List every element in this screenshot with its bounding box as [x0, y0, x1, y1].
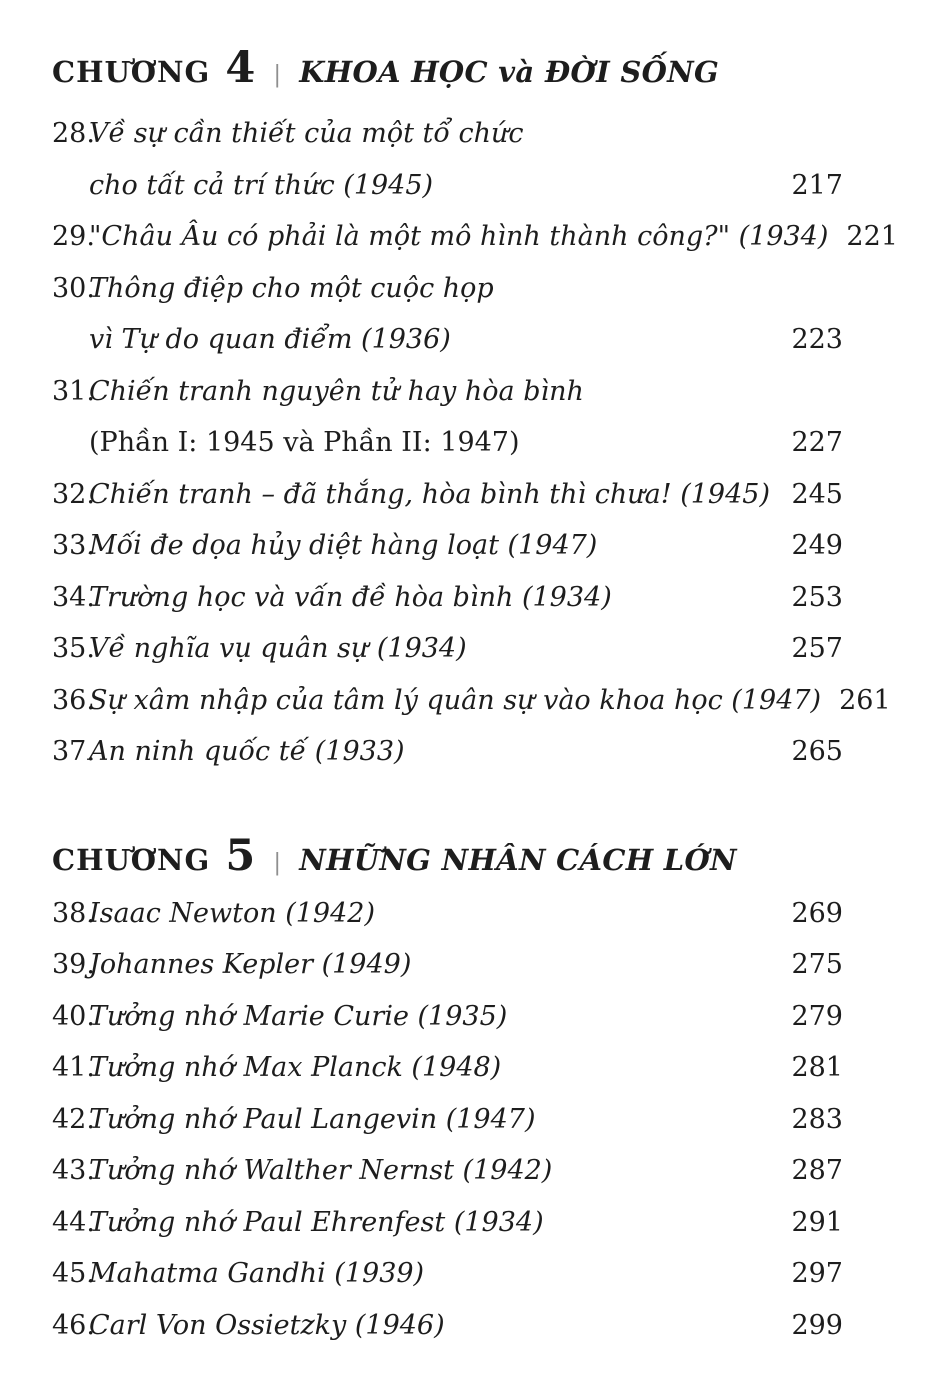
- entry-number: 33.: [52, 530, 95, 561]
- entry-number: 28.: [52, 118, 95, 149]
- toc-entry-line: [52, 1094, 843, 1146]
- entry-title: "Châu Âu có phải là một mô hình thành công?" (1934): [89, 221, 829, 252]
- page-number: 217: [791, 169, 843, 201]
- entry-title: Tưởng nhớ Max Planck (1948): [89, 1052, 502, 1083]
- toc-entry-line: [52, 108, 843, 160]
- toc-entry-line: [52, 520, 843, 572]
- entry-title: Tưởng nhớ Paul Ehrenfest (1934): [89, 1206, 544, 1238]
- toc-entry-line: [52, 1248, 843, 1300]
- page-number: 257: [791, 633, 843, 664]
- chapter-number: 5: [225, 830, 256, 881]
- entry-number: 31.: [52, 375, 95, 407]
- entry-number: 46.: [52, 1309, 95, 1341]
- entry-title: Mối đe dọa hủy diệt hàng loạt (1947): [89, 530, 598, 561]
- entry-number: 34.: [52, 581, 95, 613]
- page-number: 283: [791, 1103, 843, 1135]
- toc-entry-line: [52, 314, 843, 366]
- toc-entry-line: [52, 1042, 843, 1094]
- toc-entry-line: [52, 888, 843, 940]
- page-number: 265: [791, 736, 843, 767]
- toc-entry-line: [52, 939, 843, 991]
- chapter-label: CHƯƠNG: [52, 55, 211, 89]
- page-number: 245: [791, 478, 843, 510]
- toc-entry-line: [52, 160, 843, 212]
- entry-title: Johannes Kepler (1949): [89, 949, 412, 980]
- entry-title: Tưởng nhớ Walther Nernst (1942): [89, 1155, 553, 1186]
- toc-entry-line: [52, 1197, 843, 1249]
- page-number: 269: [791, 897, 843, 929]
- entry-number: 37.: [52, 736, 95, 767]
- entry-title: cho tất cả trí thức (1945): [89, 169, 434, 201]
- entry-number: 43.: [52, 1155, 95, 1186]
- chapter-4-section: [52, 42, 898, 778]
- entry-title: Về nghĩa vụ quân sự (1934): [89, 633, 467, 664]
- entry-number: 41.: [52, 1052, 95, 1083]
- entry-title: Carl Von Ossietzky (1946): [89, 1309, 445, 1341]
- toc-entry-line: [52, 211, 898, 263]
- page-number: 223: [791, 324, 843, 355]
- page-number: 279: [791, 1000, 843, 1032]
- entry-title: Mahatma Gandhi (1939): [89, 1258, 425, 1289]
- chapter-label: CHƯƠNG: [52, 842, 211, 877]
- toc-entry-line: [52, 623, 843, 675]
- toc-entry-line: [52, 1300, 843, 1352]
- entry-number: 30.: [52, 272, 95, 304]
- entry-number: 45.: [52, 1258, 95, 1289]
- chapter-4-entries: [52, 108, 898, 778]
- entry-title: Tưởng nhớ Marie Curie (1935): [89, 1000, 508, 1032]
- page-number: 297: [791, 1258, 843, 1289]
- toc-entry-line: [52, 991, 843, 1043]
- entry-title: An ninh quốc tế (1933): [89, 736, 405, 767]
- entry-title: Trường học và vấn đề hòa bình (1934): [89, 581, 612, 613]
- entry-title: Thông điệp cho một cuộc họp: [89, 272, 494, 304]
- chapter-title: KHOA HỌC và ĐỜI SỐNG: [299, 55, 720, 89]
- toc-entry-line: [52, 726, 843, 778]
- entry-number: 39.: [52, 949, 95, 980]
- heading-separator-bar: |: [273, 62, 282, 88]
- chapter-5-entries: [52, 888, 843, 1352]
- entry-title: Chiến tranh – đã thắng, hòa bình thì chưa! (1945): [89, 478, 770, 510]
- page-number: 253: [791, 581, 843, 613]
- toc-entry-line: [52, 366, 843, 418]
- chapter-5-section: [52, 830, 843, 1352]
- page-number: 291: [791, 1206, 843, 1238]
- entry-number: 42.: [52, 1103, 95, 1135]
- page-number: 275: [791, 949, 843, 980]
- chapter-4-heading: [52, 42, 843, 94]
- entry-title: vì Tự do quan điểm (1936): [89, 324, 451, 355]
- entry-number: 32.: [52, 478, 95, 510]
- page-number: 287: [791, 1155, 843, 1186]
- entry-number: 35.: [52, 633, 95, 664]
- page-number: 249: [791, 530, 843, 561]
- toc-entry-line: [52, 417, 843, 469]
- toc-entry-line: [52, 572, 843, 624]
- page-number: 227: [791, 427, 843, 458]
- entry-title: Isaac Newton (1942): [89, 897, 375, 929]
- chapter-number: 4: [225, 43, 256, 93]
- chapter-5-heading: [52, 830, 843, 882]
- entry-number: 44.: [52, 1206, 95, 1238]
- toc-entry-line: [52, 263, 843, 315]
- page-number: 299: [791, 1309, 843, 1341]
- toc-entry-line: [52, 469, 843, 521]
- entry-title: Sự xâm nhập của tâm lý quân sự vào khoa học (1947): [89, 684, 822, 716]
- page-number: 281: [791, 1052, 843, 1083]
- entry-number: 29.: [52, 221, 95, 252]
- chapter-title: NHỮNG NHÂN CÁCH LỚN: [299, 842, 737, 877]
- heading-separator-bar: |: [273, 849, 282, 876]
- toc-entry-line: [52, 675, 891, 727]
- entry-number: 40.: [52, 1000, 95, 1032]
- toc-entry-line: [52, 1145, 843, 1197]
- entry-number: 38.: [52, 897, 95, 929]
- entry-title: Chiến tranh nguyên tử hay hòa bình: [89, 375, 584, 407]
- entry-title: (Phần I: 1945 và Phần II: 1947): [89, 427, 520, 458]
- page-number: 221: [846, 221, 898, 252]
- entry-title: Tưởng nhớ Paul Langevin (1947): [89, 1103, 536, 1135]
- entry-number: 36.: [52, 684, 95, 716]
- page-number: 261: [839, 684, 891, 716]
- entry-title: Về sự cần thiết của một tổ chức: [89, 118, 524, 149]
